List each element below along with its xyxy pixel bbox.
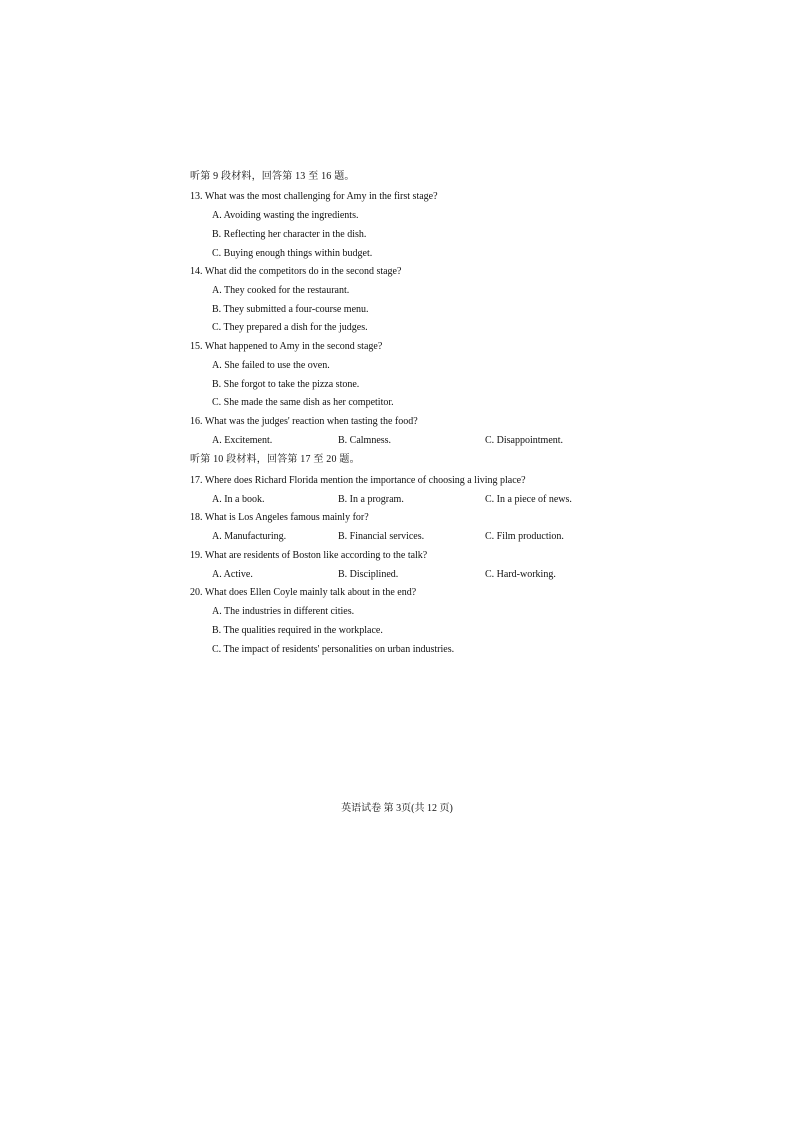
question-13-option-a: A. Avoiding wasting the ingredients. (212, 210, 359, 221)
page-footer: 英语试卷 第 3页(共 12 页) (341, 803, 453, 814)
question-17-stem: 17. Where does Richard Florida mention the importance of choosing a living place? (190, 475, 526, 486)
question-19-option-a: A. Active. (212, 569, 253, 580)
question-17-option-b: B. In a program. (338, 494, 404, 505)
question-14-option-a: A. They cooked for the restaurant. (212, 285, 350, 296)
question-15-stem: 15. What happened to Amy in the second stage? (190, 341, 383, 352)
question-17-option-a: A. In a book. (212, 494, 265, 505)
section-heading-10: 听第 10 段材料，回答第 17 至 20 题。 (190, 454, 360, 465)
question-19-stem: 19. What are residents of Boston like according to the talk? (190, 550, 428, 561)
question-18-options (212, 530, 632, 543)
question-15-option-c: C. She made the same dish as her competitor. (212, 397, 394, 408)
question-20-option-b: B. The qualities required in the workplace. (212, 625, 383, 636)
question-20-stem: 20. What does Ellen Coyle mainly talk about in the end? (190, 587, 417, 598)
question-14-stem: 14. What did the competitors do in the second stage? (190, 266, 402, 277)
question-18-option-c: C. Film production. (485, 531, 564, 542)
question-13-option-b: B. Reflecting her character in the dish. (212, 229, 367, 240)
question-17-options (212, 493, 632, 506)
question-19-option-b: B. Disciplined. (338, 569, 399, 580)
question-18-option-a: A. Manufacturing. (212, 531, 287, 542)
section-heading-9: 听第 9 段材料，回答第 13 至 16 题。 (190, 171, 355, 182)
question-16-option-b: B. Calmness. (338, 435, 392, 446)
question-13-stem: 13. What was the most challenging for Amy in the first stage? (190, 191, 438, 202)
question-16-options (212, 434, 632, 447)
question-20-option-a: A. The industries in different cities. (212, 606, 355, 617)
question-18-option-b: B. Financial services. (338, 531, 425, 542)
question-16-option-c: C. Disappointment. (485, 435, 564, 446)
question-18-stem: 18. What is Los Angeles famous mainly for? (190, 512, 369, 523)
question-17-option-c: C. In a piece of news. (485, 494, 572, 505)
question-15-option-b: B. She forgot to take the pizza stone. (212, 379, 360, 390)
question-19-options (212, 568, 632, 581)
question-20-option-c: C. The impact of residents' personalities on urban industries. (212, 644, 455, 655)
question-16-stem: 16. What was the judges' reaction when tasting the food? (190, 416, 418, 427)
question-16-option-a: A. Excitement. (212, 435, 273, 446)
question-13-option-c: C. Buying enough things within budget. (212, 248, 373, 259)
question-14-option-b: B. They submitted a four-course menu. (212, 304, 369, 315)
question-19-option-c: C. Hard-working. (485, 569, 556, 580)
question-15-option-a: A. She failed to use the oven. (212, 360, 330, 371)
question-14-option-c: C. They prepared a dish for the judges. (212, 322, 368, 333)
